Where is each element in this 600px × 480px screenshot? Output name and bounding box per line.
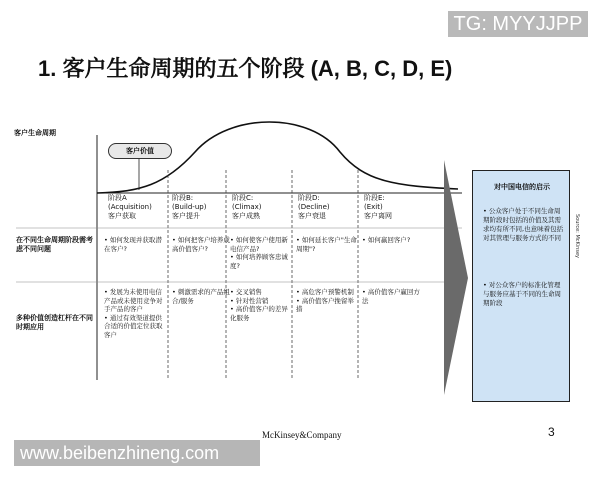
page-number: 3 <box>548 425 555 439</box>
implications-title: 对中国电信的启示 <box>494 183 550 191</box>
row-label-levers: 多种价值创造杠杆在不同时期应用 <box>16 314 93 331</box>
stage-code: 阶段B: <box>172 194 194 202</box>
watermark-bottom: www.beibenzhineng.com <box>14 440 260 466</box>
stage-c <box>232 194 290 221</box>
watermark-top: TG: MYYJJPP <box>448 11 588 37</box>
cell-levers-d: • 高危客户预警机制 • 高价值客户挽留举措 <box>296 288 354 313</box>
customer-value-label: 客户价值 <box>108 143 172 159</box>
stage-english: (Build-up) <box>172 203 207 211</box>
row-label-questions: 在不同生命周期阶段需考虑不同问题 <box>16 236 93 253</box>
source-note: Source: McKinsey <box>574 214 580 258</box>
page-title: 1. 客户生命周期的五个阶段 (A, B, C, D, E) <box>38 56 453 81</box>
cell-questions-c: • 如何使客户使用新电信产品? • 如何培养顾客忠诚度? <box>230 236 288 270</box>
stage-english: (Climax) <box>232 203 262 211</box>
stage-english: (Exit) <box>364 203 383 211</box>
stage-chinese: 客户提升 <box>172 212 200 220</box>
stage-chinese: 客户成熟 <box>232 212 260 220</box>
implication-item: • 对公众客户的标准化管理与服务应基于不同的生命周期阶段 <box>483 281 561 307</box>
stage-chinese: 客户衰退 <box>298 212 326 220</box>
arrow-shape <box>444 160 468 395</box>
cell-questions-e: • 如何赢回客户? <box>362 236 411 244</box>
stage-chinese: 客户获取 <box>108 212 136 220</box>
cell-levers-c: • 交叉销售 • 针对性营销 • 高价值客户的差异化服务 <box>230 288 288 322</box>
cell-levers-a: • 发展为未使用电信产品或未使用竞争对手产品的客户 • 通过有效渠道提供合适的价值定位获取客户 <box>104 288 163 339</box>
stage-chinese: 客户离网 <box>364 212 392 220</box>
cell-levers-b: • 刺激需求的产品组合/服务 <box>172 288 230 305</box>
cell-questions-a: • 如何发现并获取潜在客户? <box>104 236 162 253</box>
y-axis-label: 客户生命周期 <box>14 129 56 137</box>
stage-d <box>298 194 356 221</box>
stage-a <box>108 194 166 221</box>
cell-levers-e: • 高价值客户赢回方法 <box>362 288 420 305</box>
cell-questions-b: • 如何把客户培养成高价值客户? <box>172 236 230 253</box>
stage-code: 阶段A <box>108 194 127 202</box>
stage-english: (Decline) <box>298 203 330 211</box>
stage-code: 阶段D: <box>298 194 320 202</box>
stage-e <box>364 194 422 221</box>
stage-english: (Acquisition) <box>108 203 152 211</box>
implication-item: • 公众客户处于不同生命周期阶段时包括的价值及其需求均有所不同,也意味着包括对其管理与服务方式的不同 <box>483 207 564 242</box>
stage-code: 阶段E: <box>364 194 385 202</box>
footer-brand: McKinsey&Company <box>262 430 342 440</box>
implications-box <box>472 170 570 402</box>
stage-b <box>172 194 230 221</box>
cell-questions-d: • 如何延长客户"生命周期"? <box>296 236 357 253</box>
stage-code: 阶段C: <box>232 194 254 202</box>
